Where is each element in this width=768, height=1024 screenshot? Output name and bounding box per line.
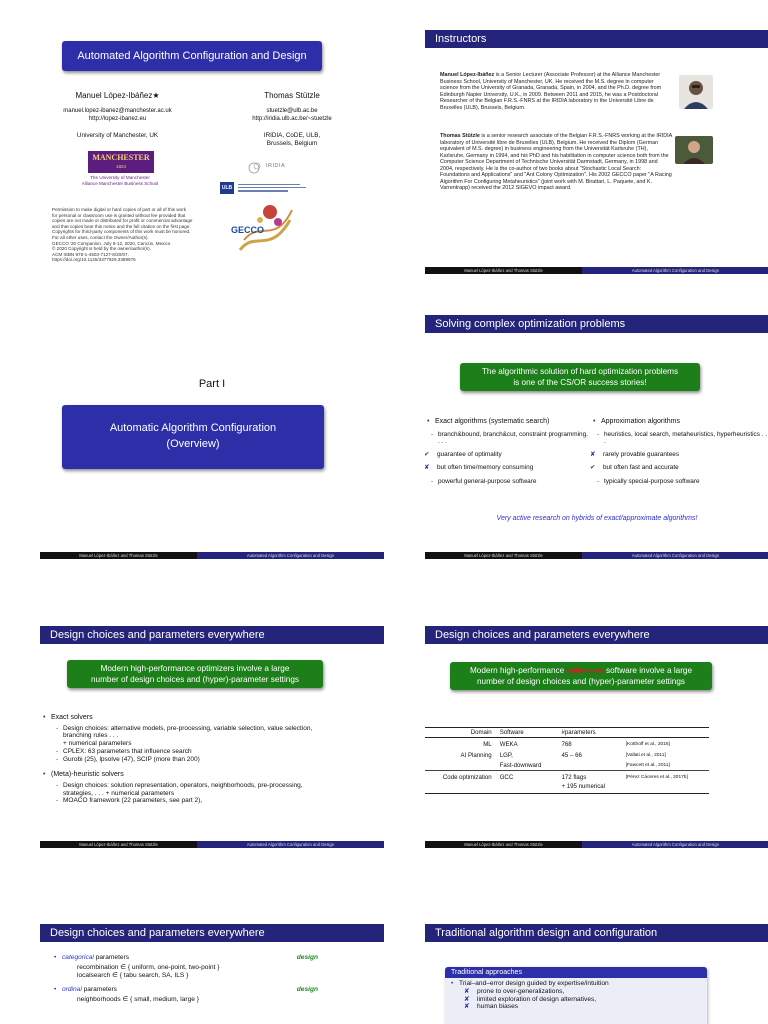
slide-header: Design choices and parameters everywhere <box>40 924 384 942</box>
author2-web: http://iridia.ulb.ac.be/~stuetzle <box>252 116 332 122</box>
highlight-text: software involve a large <box>603 666 693 675</box>
table-row <box>425 770 709 782</box>
ulb-logo <box>220 182 234 194</box>
highlight-line2: number of design choices and (hyper)-parameter settings <box>91 674 299 684</box>
table-cell <box>496 782 558 794</box>
highlight-line1: Modern high-performance optimizers involve a large <box>100 664 290 673</box>
slide-footer <box>40 552 384 559</box>
person-photo-icon <box>675 136 713 164</box>
traditional-bullet: • Trial–and–error design guided by expertise/intuition <box>451 980 701 988</box>
author1-affil: University of Manchester, UK <box>76 132 159 139</box>
categorical-example: localsearch ∈ { tabu search, SA, ILS } <box>77 972 189 980</box>
copyright-line: GECCO '20 Companion, July 8-12, 2020, Cancún, Mexico <box>52 240 171 246</box>
slide-instructors <box>425 20 768 278</box>
table-row <box>425 782 709 794</box>
part-title-line2: (Overview) <box>166 438 220 450</box>
author2-block <box>200 90 384 148</box>
parameters-word: parameters <box>93 954 130 961</box>
table-cell: Code optimization <box>442 773 492 781</box>
exact-solver-subitem: + numerical parameters <box>63 740 132 748</box>
exact-item: - powerful general-purpose software <box>430 478 589 486</box>
parameters-word: parameters <box>81 985 117 993</box>
footer-authors: Manuel López-Ibáñez and Thomas Stützle <box>425 552 582 559</box>
part-title-box <box>62 405 324 469</box>
iridia-logo-text: IRIDIA <box>266 163 286 169</box>
approx-heading: • Approximation algorithms <box>593 418 768 426</box>
table-row <box>425 738 709 750</box>
thomas-photo <box>675 136 713 164</box>
slide-footer <box>40 841 384 848</box>
table-cell: LGP, <box>499 752 513 760</box>
traditional-con: ✘ prone to over-generalizations, <box>467 988 701 996</box>
exact-solver-item: - Design choices: alternative models, pre-processing, variable selection, value selection, branching rules . . . <box>55 725 313 740</box>
parameters-table <box>425 727 709 794</box>
ordinal-term: ordinal <box>62 985 82 993</box>
table-header-cell: #parameters <box>561 729 596 736</box>
traditional-con: ✘ human biases <box>467 1003 701 1011</box>
footer-title: Automated Algorithm Configuration and Design <box>582 552 768 559</box>
author1-web: http://lopez-ibanez.eu <box>88 116 147 122</box>
footer-authors: Manuel López-Ibáñez and Thomas Stützle <box>40 841 197 848</box>
copyright-line: and that copies bear this notice and the full citation on the first page. <box>52 223 191 229</box>
copyright-notice <box>52 207 202 263</box>
copyright-line: © 2020 Copyright is held by the owner/author(s). <box>52 246 151 252</box>
meta-solver-item: - MOACO framework (22 parameters, see part 2), <box>55 797 333 805</box>
copyright-line: copies are not made or distributed for profit or commercial advantage <box>52 218 193 224</box>
exact-column <box>427 418 589 486</box>
meta-solver-item: - Design choices: solution representation, operators, neighborhoods, pre-processing, strategies, . . . + numerical parameters <box>55 782 325 797</box>
slide-title-text: Automated Algorithm Configuration and Design <box>77 50 307 62</box>
author1-block <box>40 90 195 140</box>
ulb-logo-text: ULB <box>221 185 233 191</box>
author1-email: manuel.lopez-ibanez@manchester.ac.uk <box>63 108 172 114</box>
traditional-block <box>445 967 707 1024</box>
iridia-logo <box>248 160 298 176</box>
highlight-line1 <box>450 666 712 677</box>
table-cell: 45 – 66 <box>561 752 582 760</box>
part-title-line1: Automatic Algorithm Configuration <box>109 422 277 434</box>
table-cell: [Pérez Cáceres et al., 2017b] <box>625 774 688 780</box>
table-header-cell: Domain <box>470 729 492 736</box>
traditional-block-title: Traditional approaches <box>445 967 707 978</box>
table-row <box>425 761 709 771</box>
meta-solvers-heading: • (Meta)-heuristic solvers <box>43 771 333 779</box>
slide-header: Solving complex optimization problems <box>425 315 768 333</box>
categorical-term: categorical <box>62 954 94 961</box>
ulb-logo-lines <box>238 184 308 192</box>
table-cell: WEKA <box>499 741 518 749</box>
highlight-line1: The algorithmic solution of hard optimization problems <box>481 367 679 376</box>
table-cell: GCC <box>499 773 514 781</box>
bio-name: Manuel López-Ibáñez <box>440 72 495 78</box>
copyright-line: for personal or classroom use is granted without fee provided that <box>52 212 186 218</box>
footer-title: Automated Algorithm Configuration and Design <box>197 552 384 559</box>
copyright-line: For all other uses, contact the Owner/Author(s). <box>52 234 149 240</box>
footer-title: Automated Algorithm Configuration and Design <box>582 267 768 274</box>
footer-authors: Manuel López-Ibáñez and Thomas Stützle <box>425 841 582 848</box>
manchester-logo-year: 1824 <box>115 164 126 169</box>
manchester-logo <box>88 151 154 173</box>
ordinal-heading <box>54 986 374 994</box>
author2-affil2: Brussels, Belgium <box>266 140 318 147</box>
slide-traditional-design <box>425 910 768 1024</box>
slide-title-box <box>62 41 322 71</box>
categorical-example: recombination ∈ { uniform, one-point, two-point } <box>77 964 220 972</box>
table-cell: [Vallati et al., 2011] <box>625 753 666 759</box>
slide-header: Traditional algorithm design and configuration <box>425 924 768 942</box>
categorical-heading <box>54 954 374 962</box>
table-cell: 768 <box>561 741 572 749</box>
gecco-logo-text: GECCO <box>231 225 265 235</box>
manchester-logo-text: MANCHESTER <box>92 153 150 162</box>
footer-authors: Manuel López-Ibáñez and Thomas Stützle <box>40 552 197 559</box>
exact-solvers-heading: • Exact solvers <box>43 714 333 722</box>
table-cell: ML <box>483 741 492 749</box>
table-cell <box>425 782 496 794</box>
person-photo-icon <box>679 75 713 109</box>
highlight-box <box>450 662 712 690</box>
highlight-line2: is one of the CS/OR success stories! <box>513 377 647 387</box>
exact-solver-item: - Gurobi (25), lpsolve (47), SCIP (more than 200) <box>55 756 333 764</box>
copyright-line: https://doi.org/10.1145/3377929.3389975 <box>52 257 136 263</box>
footer-title: Automated Algorithm Configuration and Design <box>197 841 384 848</box>
table-cell <box>558 761 622 771</box>
hybrid-note: Very active research on hybrids of exact/approximate algorithms! <box>496 515 698 522</box>
table-cell: 172 flags <box>561 773 587 781</box>
slide-header: Design choices and parameters everywhere <box>425 626 768 644</box>
table-cell: + 195 numerical <box>561 783 606 791</box>
bio-thomas <box>440 133 672 192</box>
slide-header: Instructors <box>425 30 768 48</box>
slide-design-choices-table <box>425 610 768 868</box>
table-cell: [Fawcett et al., 2011] <box>625 762 670 768</box>
author1-name: Manuel López-Ibáñez★ <box>75 91 160 100</box>
manchester-sub2: Alliance Manchester Business School <box>81 181 159 186</box>
exact-item-con: ✘ but often time/memory consuming <box>427 464 589 472</box>
table-cell: Fast-downward <box>499 761 542 769</box>
manuel-photo <box>679 75 713 109</box>
highlight-line2: number of design choices and (hyper)-parameter settings <box>477 676 685 686</box>
table-cell: [Kotthoff et al., 2016] <box>625 742 670 748</box>
exact-item-pro: ✔ guarantee of optimality <box>427 451 589 459</box>
bio-manuel <box>440 72 672 111</box>
slide-header: Design choices and parameters everywhere <box>40 626 384 644</box>
table-cell <box>425 761 496 771</box>
traditional-list <box>445 978 707 1013</box>
bio-text: is a senior research associate of the Belgian F.R.S.-FNRS working at the IRIDIA laboratory of Université libre de Bruxelles (ULB), Belgium. He received the Diplom (German equivalent of M.S. degree) in business engineering from the Universität Karlsruhe (TH), Karlsruhe, Germany in 1994, and his PhD and his habilitation in computer science both from the Computer Science Department of Technische Universität Darmstadt, Germany, in 1998 and 2004, respectively. He is the co-author of two books about "Stochastic Local Search: Foundations and Applications" and "Ant Colony Optimization". His 2002 GECCO paper "A Racing Algorithm For Configuring Metaheuristics" (joint work with M. Birattari, L. Paquete, and K. Varrentrapp) received the 2012 SIGEVO impact award. <box>440 133 672 191</box>
table-header-row <box>425 728 709 738</box>
slide-footer <box>425 267 768 274</box>
bio-text: is a Senior Lecturer (Associate Professor) at the Alliance Manchester Business School, University of Manchester, UK. He received the M.S. degree in computer science from the University of Granada, Granada, Spain, in 2004, and the Ph.D. degree from Edinburgh Napier University, U.K., in 2009. Between 2011 and 2015, he was a Postdoctoral Researcher of the Belgian F.R.S.-FNRS at the IRIDIA laboratory in the Université Libre de Bruxelles (ULB), Brussels, Belgium. <box>440 72 662 111</box>
copyright-line: Copyrights for third-party components of this work must be honored. <box>52 229 191 235</box>
slide-design-choices <box>40 610 384 868</box>
exact-solver-item: - CPLEX: 63 parameters that influence search <box>55 748 333 756</box>
approx-item-con: ✘ rarely provable guarantees <box>593 451 768 459</box>
copyright-line: Permission to make digital or hard copies of part or all of this work <box>52 207 187 212</box>
author2-affil1: IRIDIA, CoDE, ULB, <box>263 132 321 139</box>
footer-authors: Manuel López-Ibáñez and Thomas Stützle <box>425 267 582 274</box>
slide-title <box>40 20 384 278</box>
table-header-cell <box>622 728 709 738</box>
exact-heading: • Exact algorithms (systematic search) <box>427 418 589 426</box>
highlight-text: Modern high-performance <box>469 666 567 675</box>
highlight-box <box>460 363 700 391</box>
approx-item-pro: ✔ but often fast and accurate <box>593 464 768 472</box>
gecco-logo <box>230 200 300 258</box>
design-label: design <box>296 985 318 993</box>
footer-title: Automated Algorithm Configuration and Design <box>582 841 768 848</box>
highlight-box <box>67 660 323 688</box>
ordinal-example: neighborhoods ∈ { small, medium, large } <box>77 995 199 1003</box>
approx-item: - heuristics, local search, metaheuristics, hyperheuristics . . . <box>596 431 768 446</box>
slide-parameter-types <box>40 910 384 1024</box>
author2-email: stuetzle@ulb.ac.be <box>266 108 318 114</box>
manchester-sub1: The University of Manchester <box>90 175 150 180</box>
slide-complex-optimization <box>425 305 768 563</box>
param-types <box>54 954 374 1004</box>
exact-item: - branch&bound, branch&cut, constraint programming, . . . <box>430 431 589 446</box>
copyright-line: ACM ISBN 978-1-4503-7127-8/20/07. <box>52 251 129 257</box>
table-header-cell: Software <box>499 729 524 736</box>
slide-footer <box>425 841 768 848</box>
approx-column <box>593 418 768 486</box>
traditional-con: ✘ limited exploration of design alternatives, <box>467 996 701 1004</box>
design-label: design <box>296 954 318 961</box>
bio-name: Thomas Stützle <box>440 133 480 139</box>
solver-list <box>43 714 333 805</box>
table-row <box>425 749 709 760</box>
approx-item: - typically special-purpose software <box>596 478 768 486</box>
table-cell <box>622 782 709 794</box>
slide-part-one <box>40 305 384 563</box>
part-label: Part I <box>198 378 226 390</box>
slide-footer <box>425 552 768 559</box>
table-cell: AI Planning <box>460 752 492 760</box>
author2-name: Thomas Stützle <box>264 91 320 100</box>
highlight-strike: optimizers <box>566 666 604 675</box>
